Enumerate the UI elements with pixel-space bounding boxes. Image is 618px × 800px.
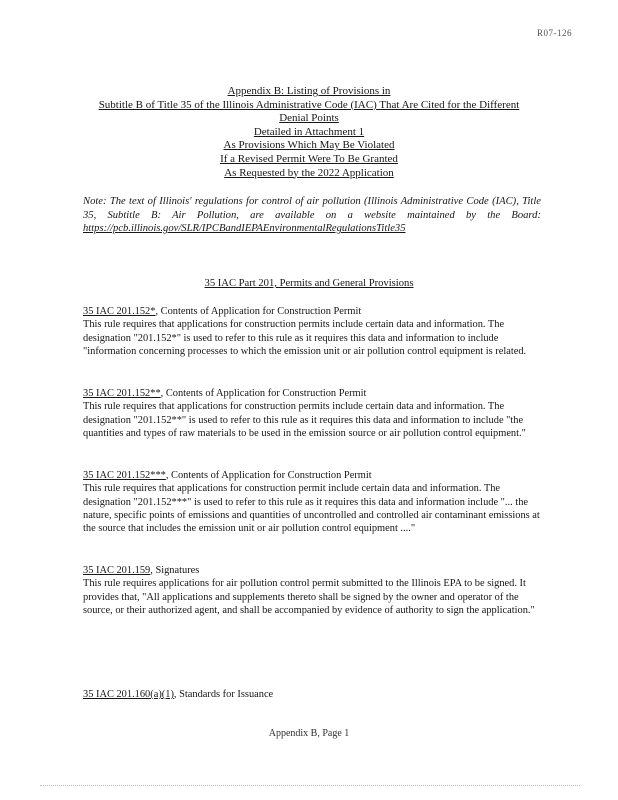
provision-section	[83, 469, 549, 535]
title-line-2: Subtitle B of Title 35 of the Illinois Administrative Code (IAC) That Are Cited for the Different	[98, 98, 520, 111]
section-body: This rule requires that applications for construction permit include certain data and information. The designation "201.152***" is used to refer to this rule as it requires this data and information include "... the nature, specific points of emissions and quantities of uncontrolled and controlled air contaminant emissions at the source that includes the emission unit or air pollution control equipment ...."	[83, 483, 540, 535]
section-heading	[83, 688, 549, 701]
section-title: , Signatures	[150, 565, 200, 576]
section-heading	[83, 564, 549, 577]
section-citation: 35 IAC 201.152***	[83, 470, 166, 481]
appendix-title	[70, 85, 548, 180]
page-footer: Appendix B, Page 1	[268, 728, 350, 739]
section-citation: 35 IAC 201.159	[83, 565, 151, 576]
section-citation: 35 IAC 201.160(a)(1)	[83, 689, 174, 700]
section-citation: 35 IAC 201.152*	[83, 306, 156, 317]
board-website-link[interactable]: https://pcb.illinois.gov/SLR/IPCBandIEPAEnvironmentalRegulationsTitle35	[83, 223, 406, 235]
scan-edge-divider	[40, 785, 580, 786]
note-text: Note: The text of Illinois' regulations for control of air pollution (Illinois Administrative Code (IAC), Title 35, Subtitle B: Air Pollution, are available on a website maintained by the Board:	[83, 196, 541, 221]
title-line-4: Detailed in Attachment 1	[253, 125, 365, 138]
title-line-6: If a Revised Permit Were To Be Granted	[220, 152, 398, 165]
section-citation: 35 IAC 201.152**	[83, 388, 161, 399]
regulation-note	[83, 195, 541, 236]
section-title: , Standards for Issuance	[173, 689, 274, 700]
title-line-7: As Requested by the 2022 Application	[224, 166, 394, 179]
part-heading: 35 IAC Part 201, Permits and General Provisions	[204, 278, 414, 289]
section-title: , Contents of Application for Construction Permit	[165, 470, 372, 481]
title-line-5: As Provisions Which May Be Violated	[223, 139, 395, 152]
section-heading	[83, 469, 549, 482]
provision-section	[83, 387, 549, 440]
section-heading	[83, 387, 549, 400]
title-line-3: Denial Points	[279, 112, 339, 125]
section-title: , Contents of Application for Construction Permit	[160, 388, 367, 399]
provision-section	[83, 688, 549, 701]
section-body: This rule requires that applications for construction permits include certain data and information. The designation "201.152*" is used to refer to this rule as it requires this data and information to include "information concerning processes to which the emission unit or air pollution control equipment is related.	[83, 319, 527, 357]
title-line-1: Appendix B: Listing of Provisions in	[227, 85, 391, 97]
section-title: , Contents of Application for Construction Permit	[155, 306, 362, 317]
provision-section	[83, 305, 549, 358]
provision-section	[83, 564, 549, 617]
document-id: R07-126	[537, 28, 572, 38]
section-body: This rule requires that applications for construction permits include certain data and information. The designation "201.152**" is used to refer to this rule as it requires this data and information to include "the quantities and types of raw materials to be used in the emission source or air pollution control equipment."	[83, 401, 526, 439]
section-heading	[83, 305, 549, 318]
section-body: This rule requires applications for air pollution control permit submitted to the Illinois EPA to be signed. It provides that, "All applications and supplements thereto shall be signed by the owner and operator of the source, or their authorized agent, and shall be accompanied by evidence of authority to sign the application."	[83, 578, 535, 616]
